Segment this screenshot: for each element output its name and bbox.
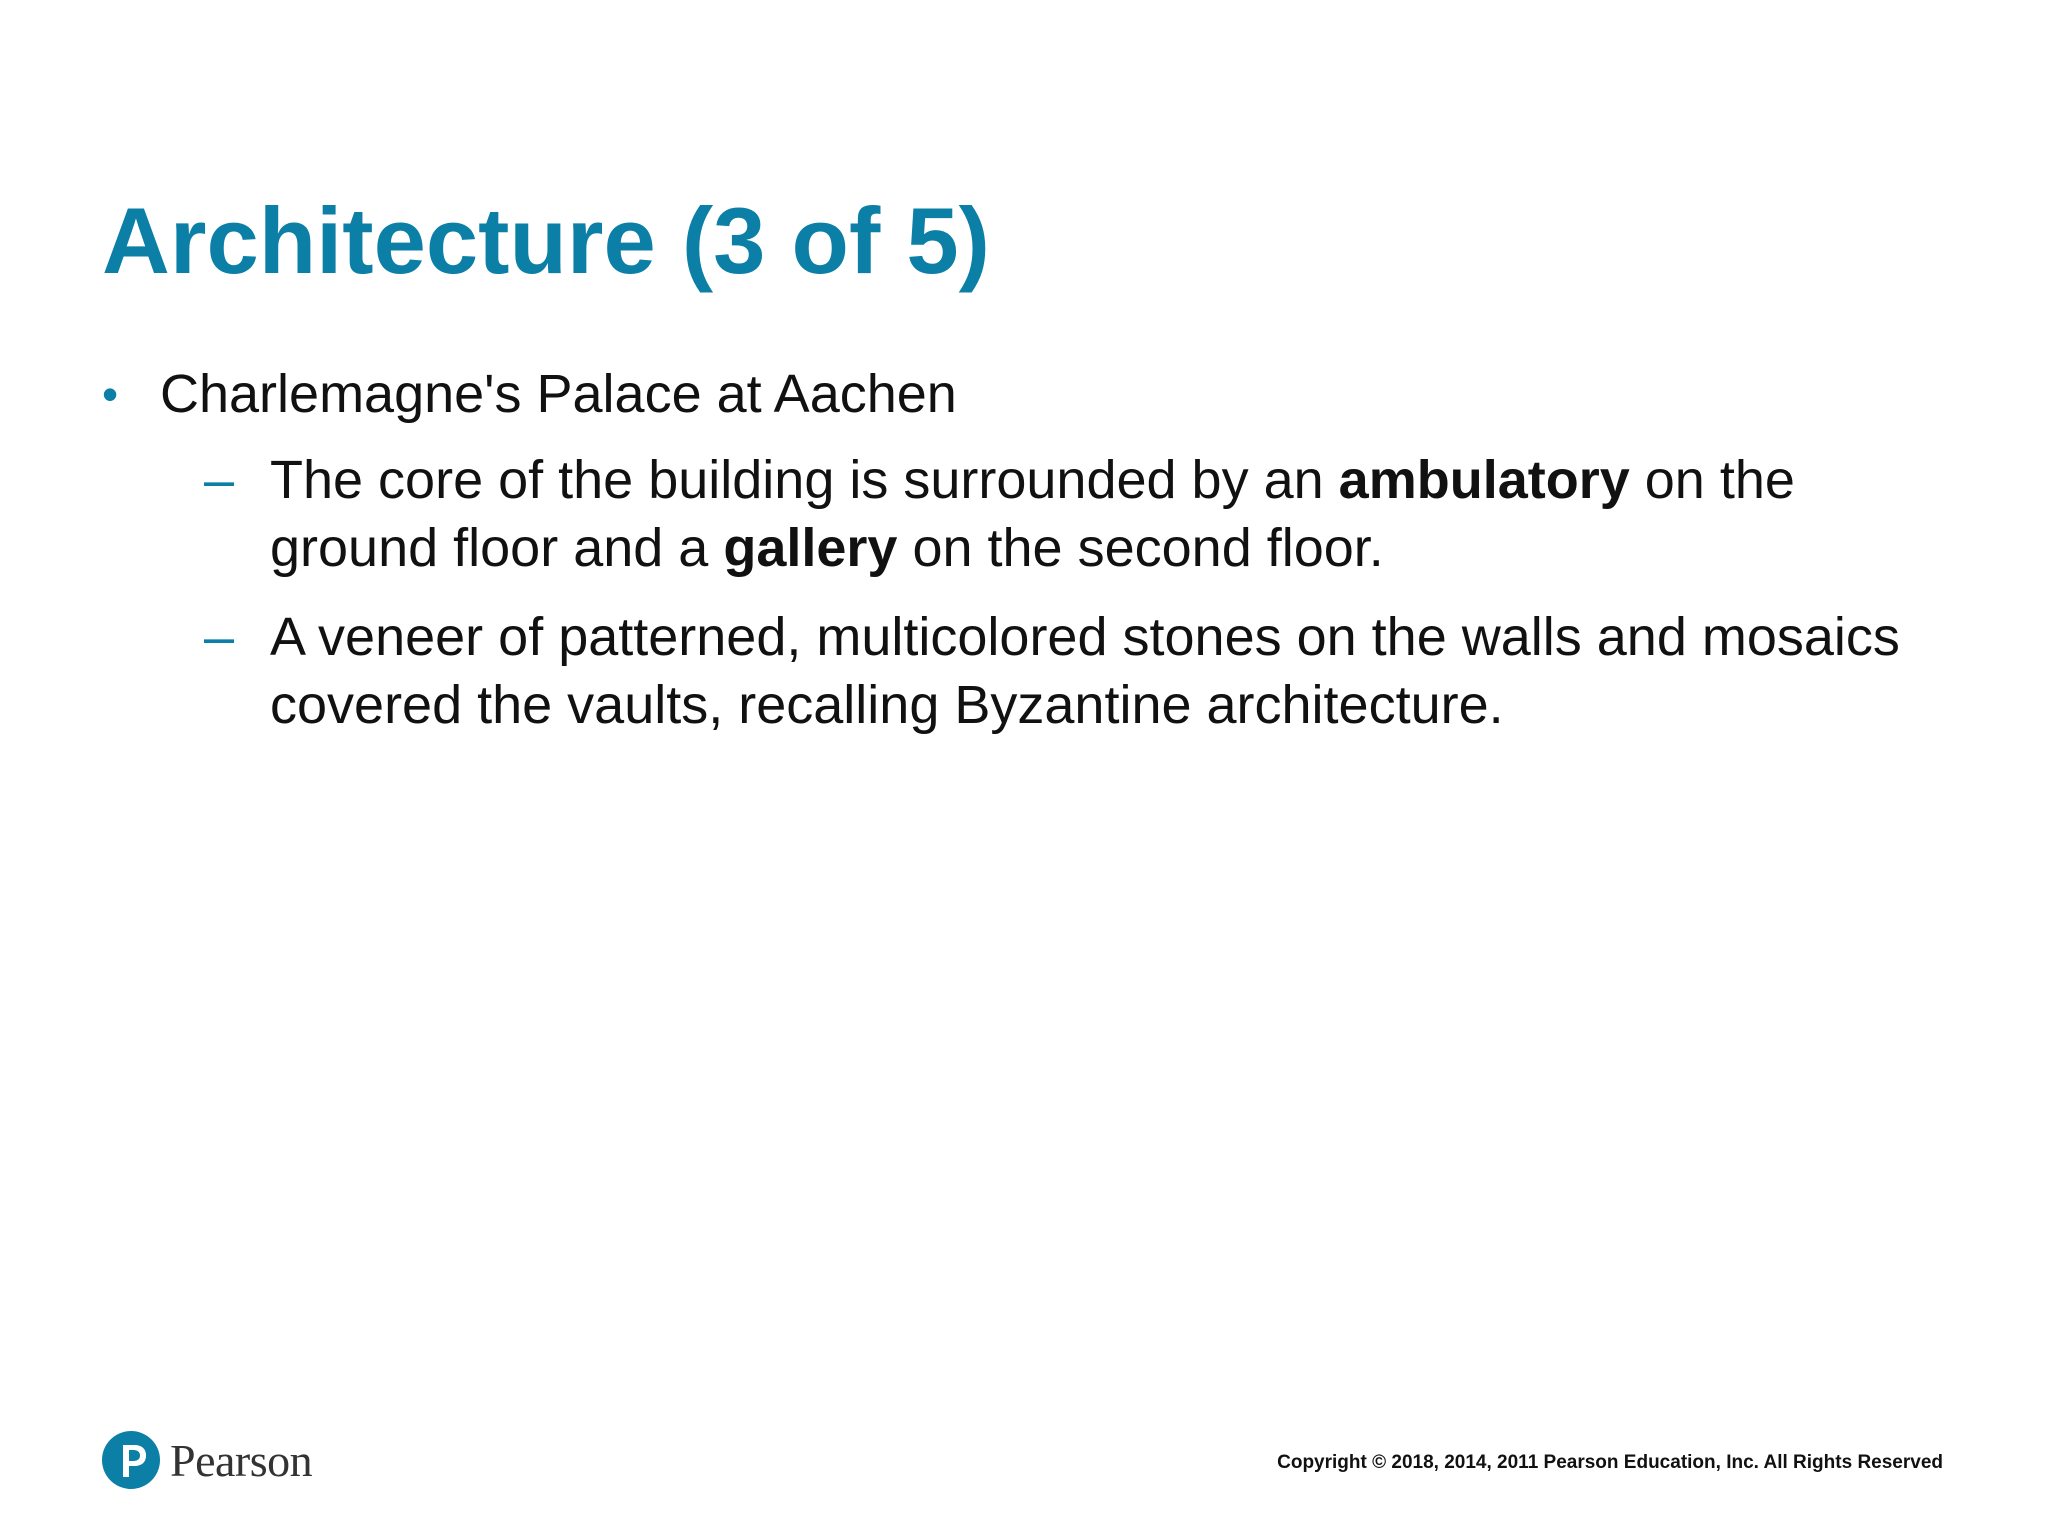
sub-bullet-marker: – bbox=[204, 607, 235, 667]
sub-bullet-item bbox=[204, 446, 1930, 582]
text-segment: The core of the building is surrounded by an bbox=[270, 450, 1339, 510]
sub-bullet-text bbox=[270, 450, 1795, 578]
sub-bullet-text: A veneer of patterned, multicolored stones on the walls and mosaics covered the vaults, recalling Byzantine architecture. bbox=[270, 607, 1900, 735]
term-gallery: gallery bbox=[723, 518, 898, 578]
bullet-text: Charlemagne's Palace at Aachen bbox=[160, 364, 957, 424]
bullet-item bbox=[102, 360, 1942, 428]
pearson-logo bbox=[102, 1428, 312, 1492]
text-segment: on the second floor. bbox=[897, 518, 1384, 578]
slide-content bbox=[102, 360, 1942, 739]
sub-bullet-item bbox=[204, 603, 1930, 739]
bullet-marker: • bbox=[102, 368, 119, 420]
sub-bullet-marker: – bbox=[204, 450, 235, 510]
pearson-p-logo-icon bbox=[102, 1431, 160, 1489]
text-segment: on the ground floor and a bbox=[270, 450, 1795, 578]
term-ambulatory: ambulatory bbox=[1338, 450, 1630, 510]
copyright-notice: Copyright © 2018, 2014, 2011 Pearson Education, Inc. All Rights Reserved bbox=[1277, 1452, 1943, 1473]
pearson-wordmark: Pearson bbox=[170, 1434, 313, 1486]
slide-title: Architecture (3 of 5) bbox=[102, 188, 990, 293]
